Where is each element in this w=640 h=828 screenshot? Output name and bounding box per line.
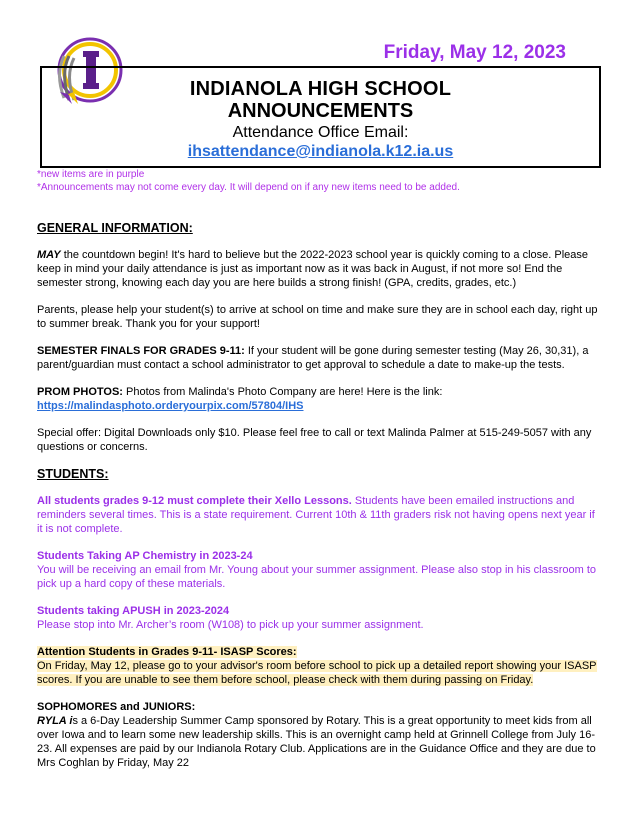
apush-paragraph [37,604,603,632]
ryla-bold: RYLA i [37,715,73,727]
note-new-items: *new items are in purple [37,169,145,180]
attendance-label: Attendance Office Email: [232,124,409,141]
special-offer-paragraph: Special offer: Digital Downloads only $10. Please feel free to call or text Malinda Palmer at 515-249-5057 with any questions or concerns. [37,427,592,453]
xello-paragraph [37,494,603,536]
apush-text: Please stop into Mr. Archer’s room (W108) to pick up your summer assignment. [37,619,424,631]
finals-text: If your student will be gone during semester testing (May 26, 30,31), a parent/guardian must contact a school administrator to get approval to schedule a date to make-up the tests. [37,345,589,371]
announcement-content [37,221,603,783]
prom-photos-link[interactable]: https://malindasphoto.orderyourpix.com/57804/IHS [37,400,304,412]
notes [37,168,460,194]
page-title: ANNOUNCEMENTS [227,100,414,122]
header-box [40,66,601,168]
finals-paragraph [37,344,603,372]
prom-paragraph [37,385,603,413]
may-text: the countdown begin! It's hard to believe but the 2022-2023 school year is quickly coming to a close. Please keep in mind your daily attendance is just as important now as it was back in August, if not more so! End the semester strong, knowing each day you are here builds a strong finish! (GPA, credits, grades, etc.) [37,249,589,289]
isasp-title: Attention Students in Grades 9-11- ISASP Scores: [37,646,297,658]
isasp-paragraph [37,645,603,687]
school-name: INDIANOLA HIGH SCHOOL [189,78,452,100]
ryla-paragraph [37,700,603,770]
prom-bold: PROM PHOTOS: [37,386,123,398]
xello-text: Students have been emailed instructions and reminders several times. This is a state requirement. Current 10th & 11th graders risk not having opens next year if it is not complete. [37,495,595,535]
ap-chem-title: Students Taking AP Chemistry in 2023-24 [37,550,253,562]
parents-paragraph: Parents, please help your student(s) to arrive at school on time and make sure they are in school each day, right up to summer break. Thank you for your support! [37,304,598,330]
finals-bold: SEMESTER FINALS FOR GRADES 9-11: [37,345,245,357]
apush-title: Students taking APUSH in 2023-2024 [37,605,230,617]
xello-bold: All students grades 9-12 must complete their Xello Lessons. [37,495,352,507]
may-paragraph [37,248,603,290]
ryla-text: s a 6-Day Leadership Summer Camp sponsored by Rotary. This is a great opportunity to meet kids from all over Iowa and to learn some new leadership skills. This is an overnight camp held at Grinnell College from July 16-23. All expenses are paid by our Indianola Rotary Club. Applications are in the Guidance Office and they are due to Mrs Coghlan by Friday, May 22 [37,715,596,769]
note-frequency: *Announcements may not come every day. It will depend on if any new items need to be added. [37,182,460,193]
announcement-date: Friday, May 12, 2023 [383,42,566,63]
soph-heading: SOPHOMORES and JUNIORS: [37,701,196,713]
attendance-email-link[interactable]: ihsattendance@indianola.k12.ia.us [187,143,454,160]
general-heading: GENERAL INFORMATION: [37,221,193,235]
students-heading: STUDENTS: [37,467,109,481]
prom-text: Photos from Malinda's Photo Company are here! Here is the link: [122,386,443,398]
ap-chem-paragraph [37,549,603,591]
isasp-text: On Friday, May 12, please go to your advisor's room before school to pick up a detailed report showing your ISASP scores. If you are unable to see them before school, please check with them during passing on Friday. [37,660,597,686]
ap-chem-text: You will be receiving an email from Mr. Young about your summer assignment. Please also stop in his classroom to pick up a hard copy of these materials. [37,564,597,590]
may-bold: MAY [37,249,61,261]
